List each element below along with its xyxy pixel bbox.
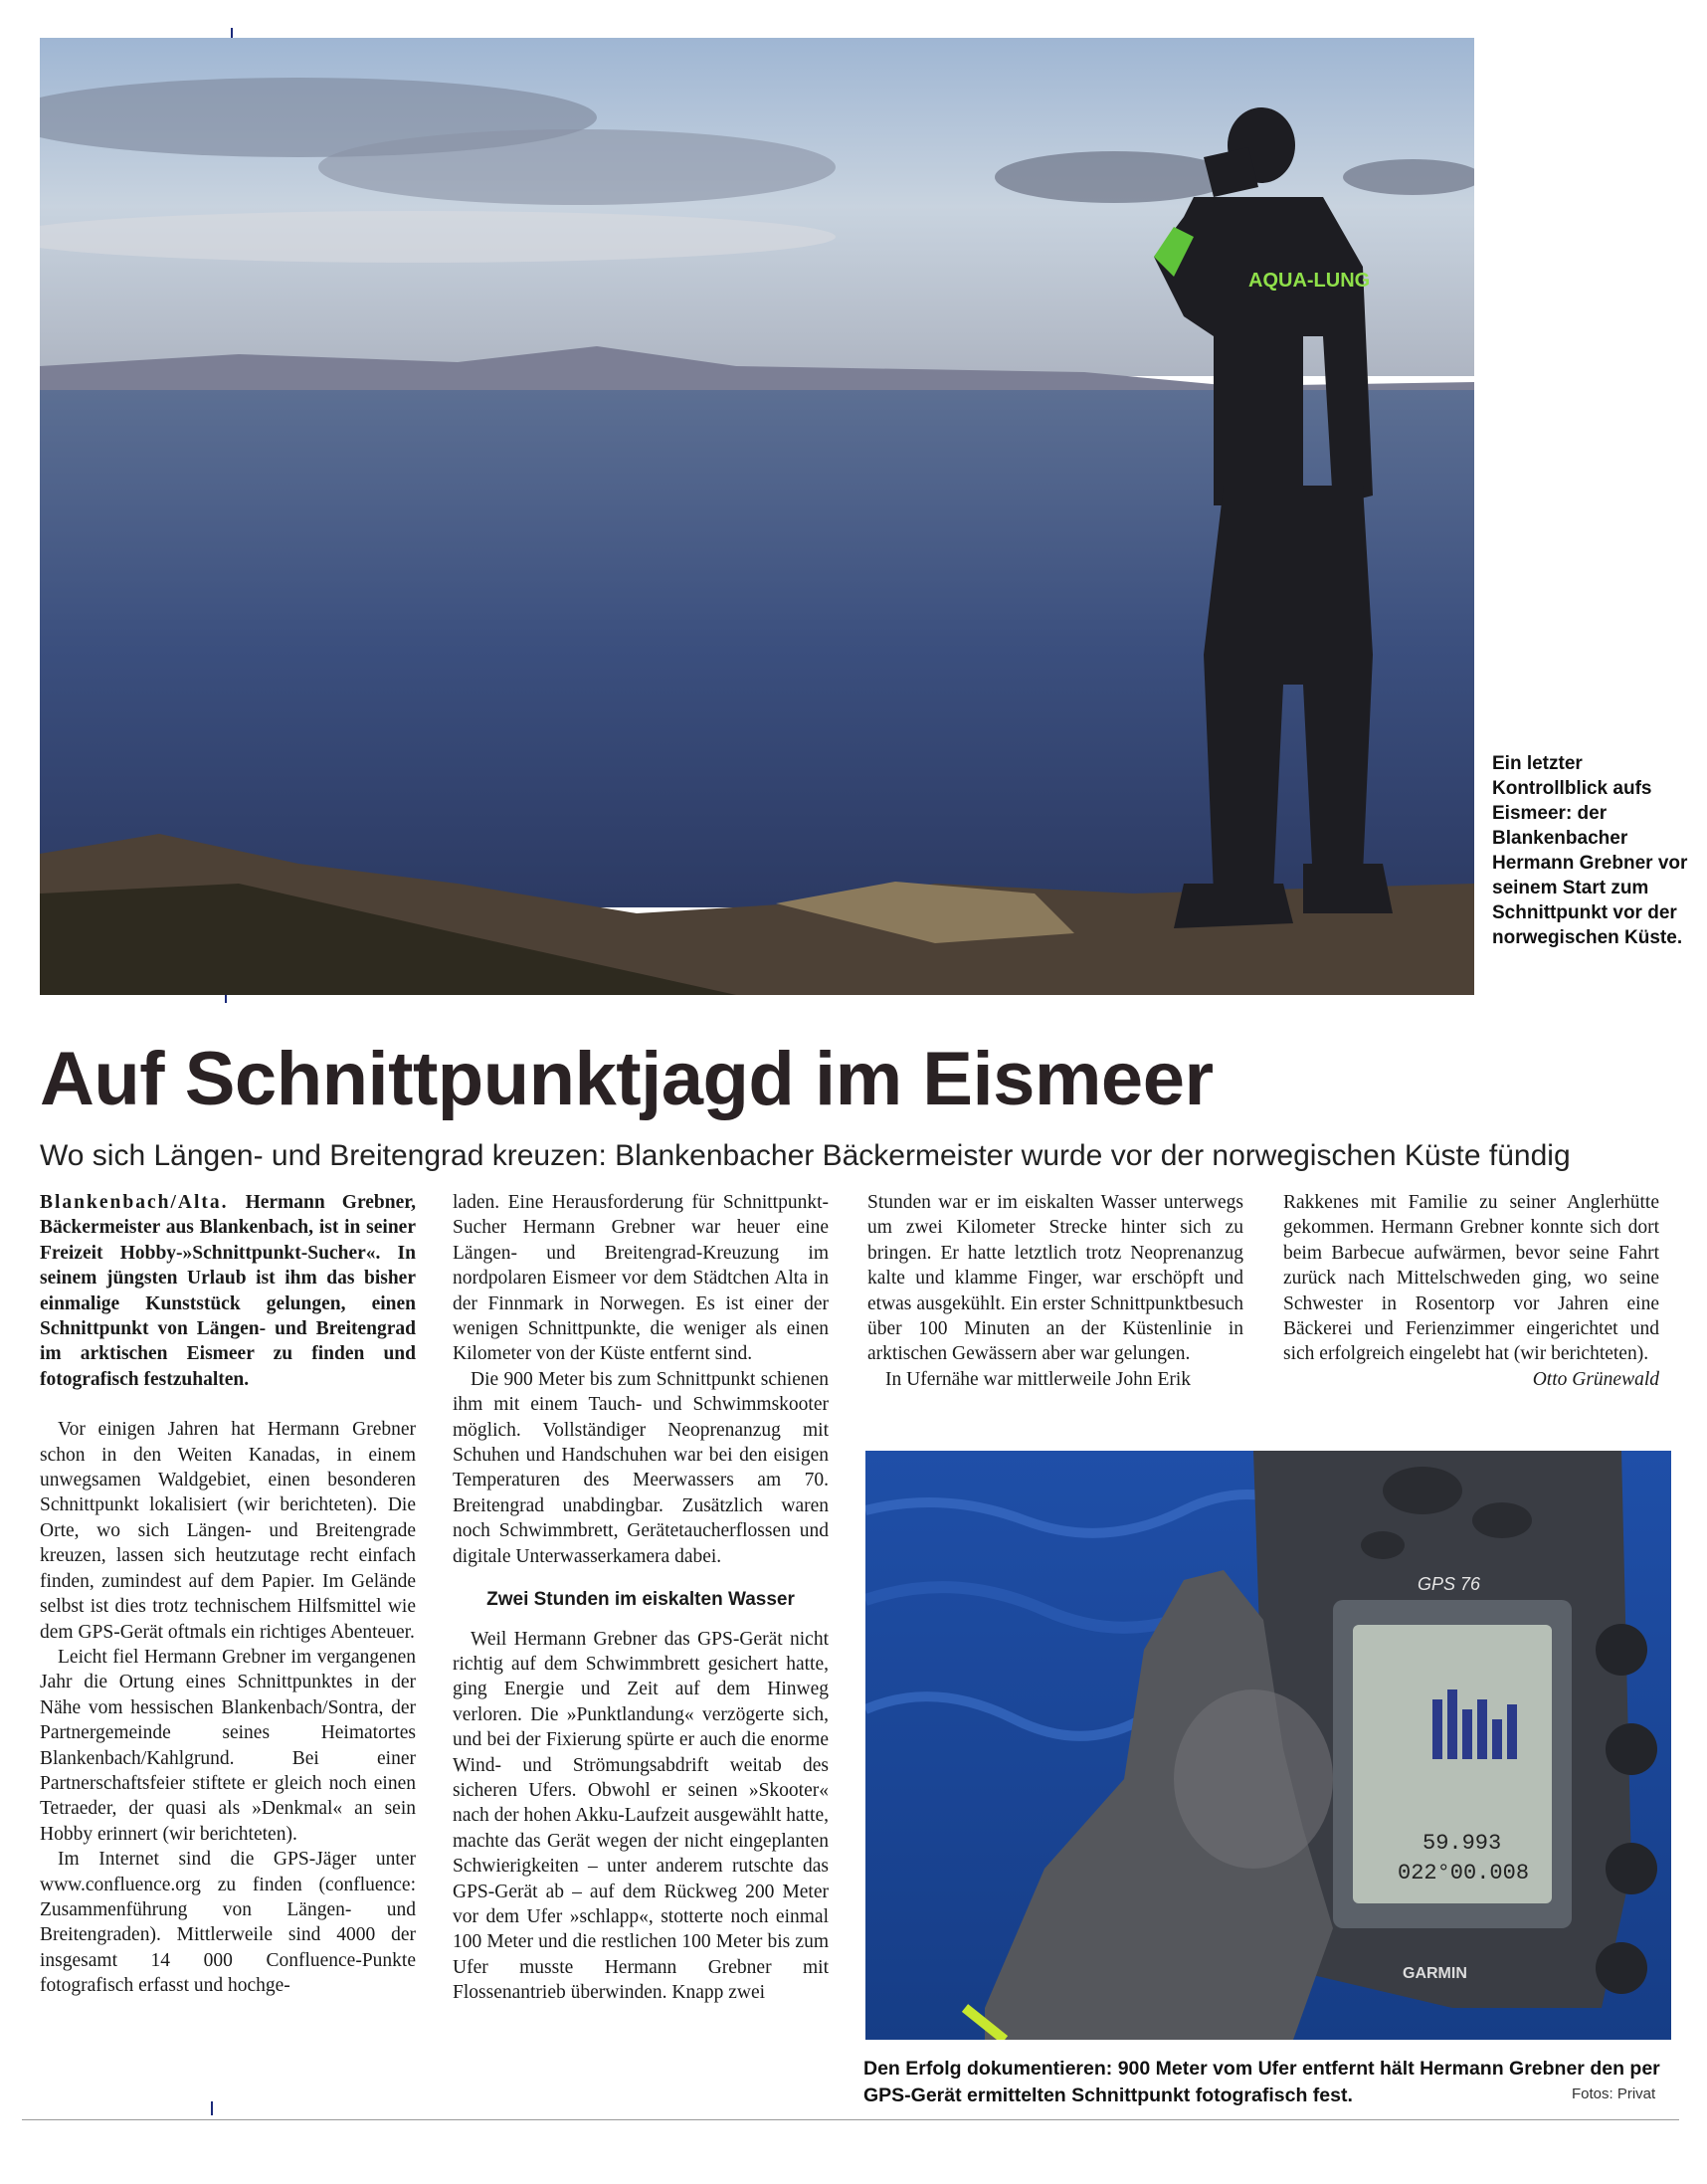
paragraph: Weil Hermann Grebner das GPS-Gerät nicht richtig auf dem Schwimmbrett gesichert hatte, ging Energie und Zeit auf dem Hinweg verloren. Die »Punktlandung« verzögerte sich, und bei der Fixierung spürte er auch die enorme Wind- und Strömungsabdrift weitab des sicheren Ufers. Obwohl er seinen »Skooter« nach der hohen Akku-Laufzeit ausgewählt hatte, machte das Gerät wegen der nicht eingeplanten Schwierigkeiten – unter anderem rutschte das GPS-Gerät ab – auf dem Rückweg 200 Meter vor dem Ufer »schlapp«, stotterte noch einmal 100 Meter und die restlichen 100 Meter bis zum Ufer musste Hermann Grebner mit Flossenantrieb überwinden. Knapp zwei (453, 1628, 829, 2004)
dateline: Blankenbach/Alta. (40, 1192, 229, 1213)
article-column-4 (1283, 1190, 1659, 1392)
paragraph: Im Internet sind die GPS-Jäger unter www.confluence.org zu finden (confluence: Zusammenführung von Längen- und Breitengraden). Mittlerweile sind 4000 der insgesamt 14 000 Confluence-Punkte fotografisch erfasst und hochge- (40, 1849, 416, 1997)
photo-credit: Fotos: Privat (1572, 2085, 1656, 2102)
top-photo-caption: Ein letzter Kontrollblick aufs Eismeer: der Blankenbacher Hermann Grebner vor seinem Start zum Schnittpunkt vor der norwegischen Küste. (1492, 753, 1688, 948)
page-bottom-rule (22, 2119, 1679, 2120)
article-lead (40, 1190, 416, 1392)
article-subheadline: Wo sich Längen- und Breitengrad kreuzen: Blankenbacher Bäckermeister wurde vor der norwegischen Küste fündig (40, 1139, 1571, 1172)
device-brand-label: GARMIN (1403, 1965, 1467, 1982)
paragraph: Leicht fiel Hermann Grebner im vergangenen Jahr die Ortung eines Schnittpunktes in der Nähe vom hessischen Blankenbach/Sontra, der Partnergemeinde seines Heimatortes Blankenbach/Kahlgrund. Bei einer Partnerschaftsfeier stiftete er gleich noch einen Tetraeder, der quasi als »Denkmal« an sein Hobby erinnert (wir berichteten). (40, 1646, 416, 1845)
section-subheading: Zwei Stunden im eiskalten Wasser (486, 1589, 795, 1611)
article-column-2 (453, 1190, 829, 2006)
paragraph: In Ufernähe war mittlerweile John Erik (885, 1368, 1192, 1390)
article-column-1 (40, 1190, 416, 1999)
bottom-photo-caption: Den Erfolg dokumentieren: 900 Meter vom Ufer entfernt hält Hermann Grebner den per GPS-Gerät ermittelten Schnittpunkt fotografisch fest. (863, 2058, 1660, 2106)
paragraph: laden. Eine Herausforderung für Schnittpunkt-Sucher Hermann Grebner war heuer eine Längen- und Breitengrad-Kreuzung im nordpolaren Eismeer vor dem Städtchen Alta in der Finnmark in Norwegen. Es ist einer der wenigen Schnittpunkte, die weniger als einen Kilometer von der Küste entfernt sind. (453, 1192, 829, 1365)
article-column-3 (867, 1190, 1243, 1392)
gps-screen-line-2: 022°00.008 (1398, 1861, 1530, 1886)
device-model-label: GPS 76 (1418, 1574, 1481, 1594)
top-photo (40, 38, 1474, 995)
paragraph: Die 900 Meter bis zum Schnittpunkt schienen ihm mit einem Tauch- und Schwimmskooter möglich. Vollständiger Neoprenanzug mit Schuhen und Handschuhen war bei den eisigen Temperaturen des Meerwassers am 70. Breitengrad unabdingbar. Zusätzlich waren noch Schwimmbrett, Gerätetaucherflossen und digitale Unterwasserkamera dabei. (453, 1368, 829, 1567)
man-with-binoculars-at-sea-photo-icon (40, 38, 1474, 995)
paragraph: Rakkenes mit Familie zu seiner Anglerhütte gekommen. Hermann Grebner konnte sich dort beim Barbecue aufwärmen, bevor seine Fahrt zurück nach Mittelschweden ging, wo seine Schwester in Rosentorp vor Jahren eine Bäckerei und Ferienzimmer eingerichtet und sich erfolgreich eingelebt hat (wir berichteten). (1283, 1192, 1659, 1365)
lead-text: Hermann Grebner, Bäckermeister aus Blankenbach, ist in seiner Freizeit Hobby-»Schnittpunkt-Sucher«. In seinem jüngsten Urlaub ist ihm das bisher einmalige Kunststück gelungen, einen Schnittpunkt von Längen- und Breitengrad im arktischen Eismeer zu finden und fotografisch festzuhalten. (40, 1192, 416, 1390)
paragraph: Vor einigen Jahren hat Hermann Grebner schon in den Weiten Kanadas, in einem unwegsamen Waldgebiet, einen besonderen Schnittpunkt lokalisiert (wir berichteten). Die Orte, wo sich Längen- und Breitengrade kreuzen, lassen sich heutzutage recht einfach finden, zumindest auf dem Papier. Im Gelände selbst ist dies trotz technischem Hilfsmittel wie dem GPS-Gerät oftmals ein richtiges Abenteuer. (40, 1419, 416, 1643)
article-headline: Auf Schnittpunktjagd im Eismeer (40, 1037, 1214, 1121)
scan-mark-bottom (211, 2101, 213, 2115)
gloved-hand-holding-gps-device-photo-icon (865, 1451, 1671, 2040)
bottom-photo (865, 1451, 1671, 2040)
gps-screen-line-1: 59.993 (1422, 1831, 1502, 1856)
author-byline: Otto Grünewald (1532, 1368, 1659, 1390)
paragraph: Stunden war er im eiskalten Wasser unterwegs um zwei Kilometer Strecke hinter sich zu bringen. Er hatte letztlich trotz Neoprenanzug kalte und klamme Finger, war erschöpft und etwas ausgekühlt. Ein erster Schnittpunktbesuch über 100 Minuten an der Küstenlinie in arktischen Gewässern aber war gelungen. (867, 1192, 1243, 1365)
jacket-text: AQUA-LUNG (1248, 270, 1371, 292)
